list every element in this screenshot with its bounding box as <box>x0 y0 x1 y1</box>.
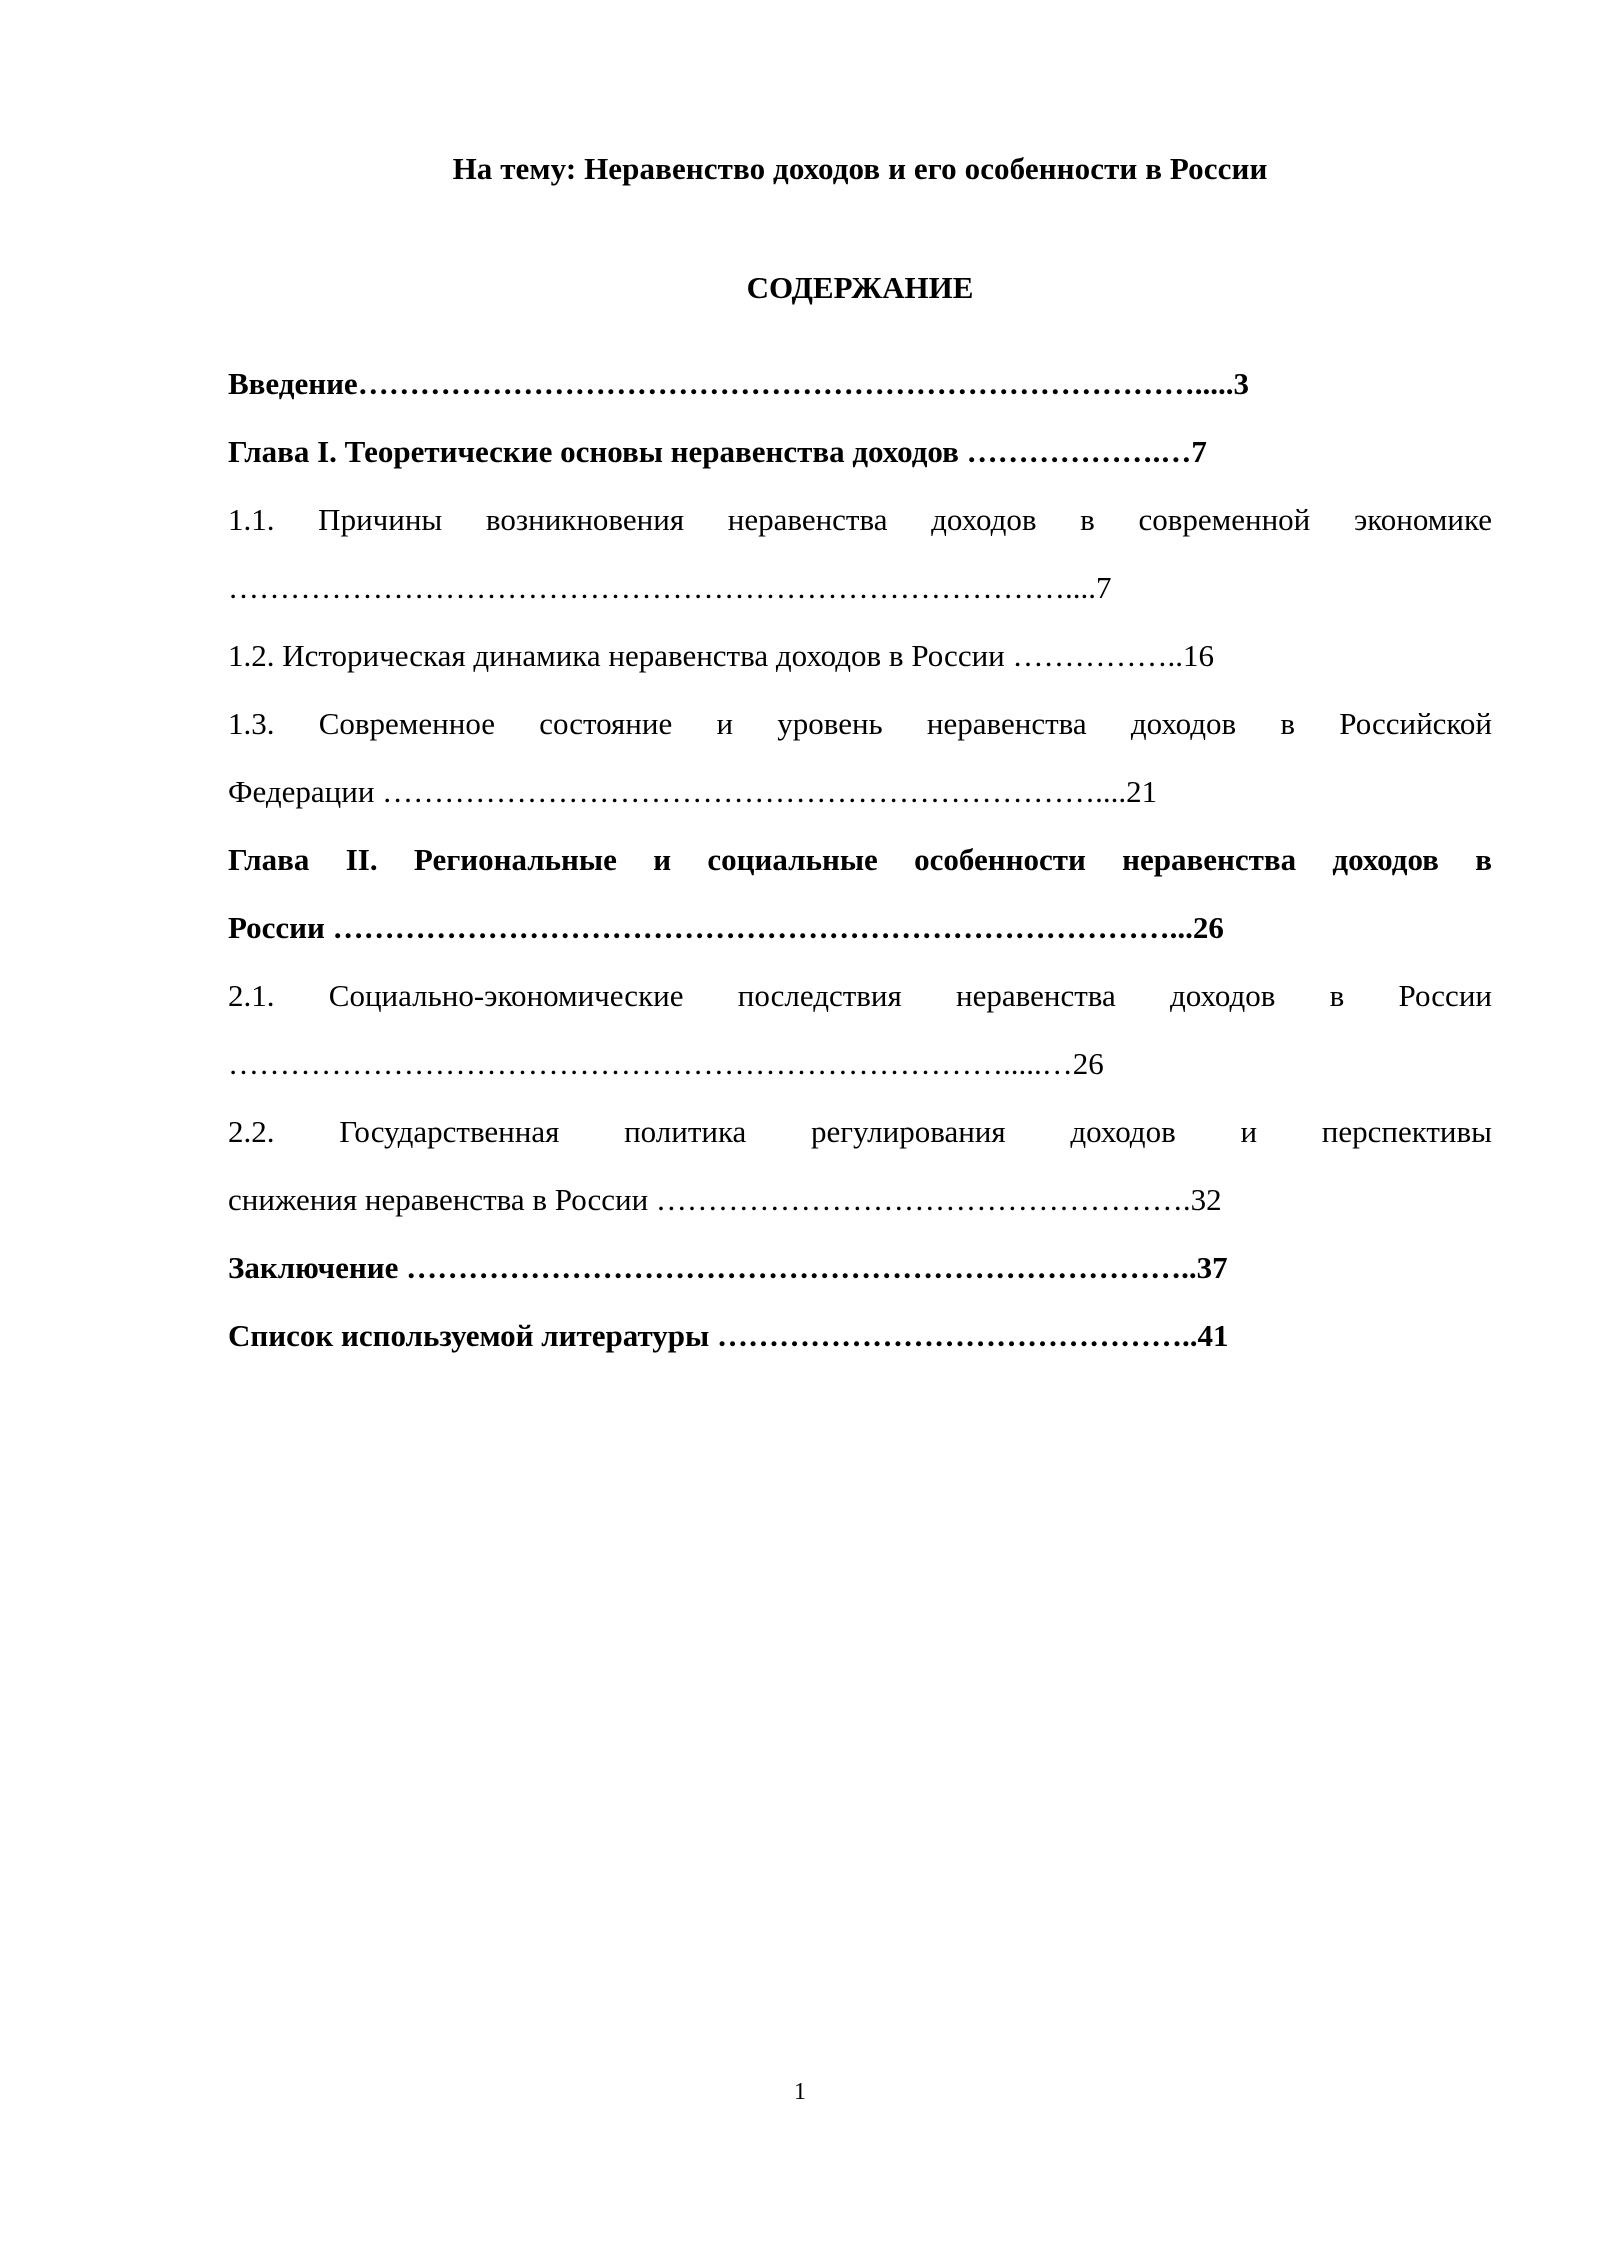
table-of-contents-list <box>228 350 1492 1370</box>
toc-entry-section-1-1-line-1[interactable]: 1.1. Причины возникновения неравенства доходов в современной экономике <box>228 502 1492 538</box>
toc-entry-glava-2-line-1[interactable]: Глава II. Региональные и социальные особенности неравенства доходов в <box>228 842 1492 878</box>
page-content <box>228 0 1492 1370</box>
page-number-footer: 1 <box>794 2079 806 2105</box>
document-title: На тему: Неравенство доходов и его особенности в России <box>452 151 1268 186</box>
toc-entry-section-2-2-line-1[interactable]: 2.2. Государственная политика регулирования доходов и перспективы <box>228 1114 1492 1150</box>
toc-entry-section-1-3-line-2[interactable]: Федерации ……………………………………………………………....21 <box>228 774 1158 810</box>
toc-entry-spisok-literatury[interactable]: Список используемой литературы ………………………………………..41 <box>228 1318 1229 1354</box>
toc-entry-section-2-2-line-2[interactable]: снижения неравенства в России …………………………………………….32 <box>228 1182 1222 1218</box>
toc-entry-section-2-1-line-1[interactable]: 2.1. Социально-экономические последствия неравенства доходов в России <box>228 978 1492 1014</box>
toc-entry-zaklyuchenie[interactable]: Заключение …………………………………………………………………..37 <box>228 1250 1228 1286</box>
toc-entry-glava-1[interactable]: Глава I. Теоретические основы неравенства доходов ……………….…7 <box>228 434 1207 470</box>
toc-entry-section-1-1-line-2[interactable]: ………………………………………………………………………....7 <box>228 570 1112 606</box>
toc-entry-section-1-2[interactable]: 1.2. Историческая динамика неравенства доходов в России ……………..16 <box>228 638 1215 674</box>
toc-entry-section-1-3-line-1[interactable]: 1.3. Современное состояние и уровень неравенства доходов в Российской <box>228 706 1492 742</box>
toc-entry-glava-2-line-2[interactable]: России ………………………………………………………………………...26 <box>228 910 1224 946</box>
toc-entry-vvedenie[interactable]: Введение……………………………………………………………………….....3 <box>228 366 1249 402</box>
toc-entry-section-2-1-line-2[interactable]: ………………………………………………………………….....…26 <box>228 1046 1104 1082</box>
table-of-contents-heading: СОДЕРЖАНИЕ <box>746 270 974 306</box>
